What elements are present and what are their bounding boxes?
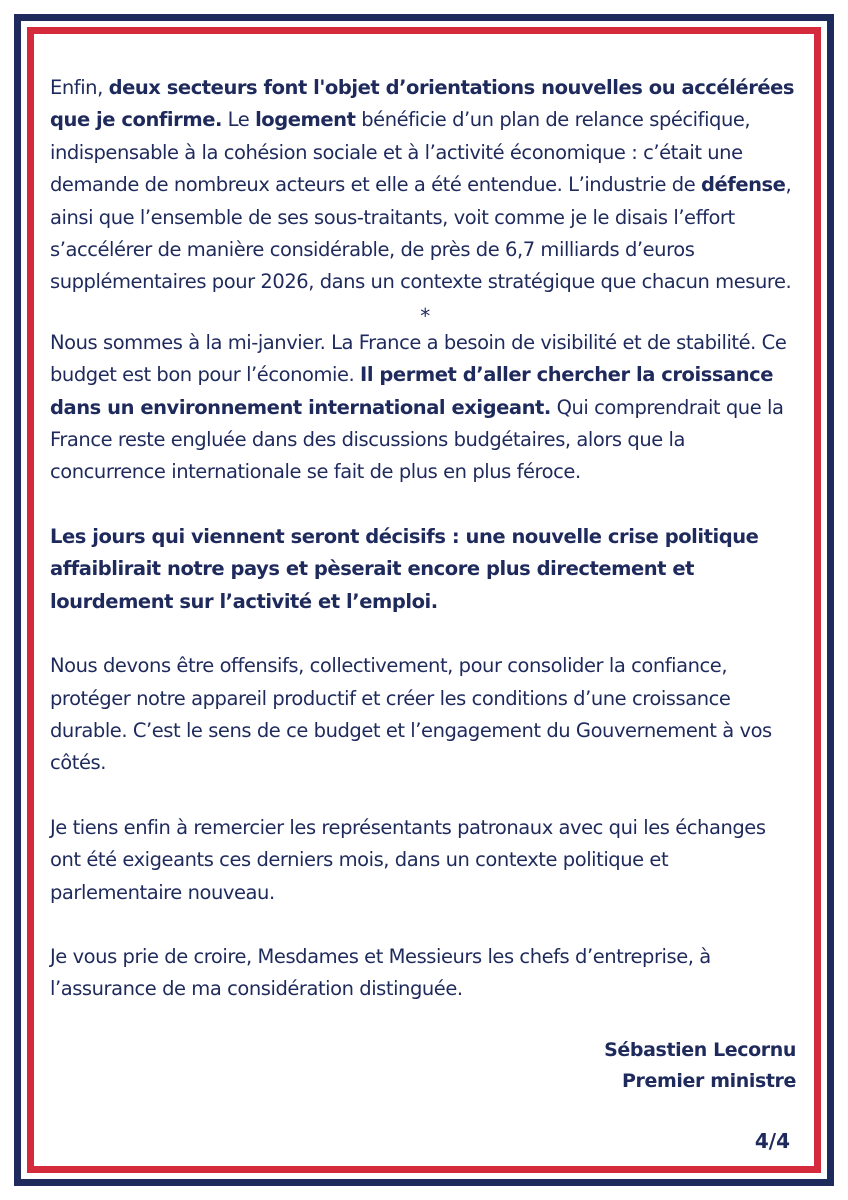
- page-number: 4/4: [754, 1129, 790, 1153]
- paragraph-stability: Nous sommes à la mi-janvier. La France a besoin de visibilité et de stabilité. Ce budget est bon pour l’économie. Il permet d’aller chercher la croissance dans un environnement international exigeant. Qui comprendrait que la France reste engluée dans des discussions budgétaires, alors que la concurrence internationale se fait de plus en plus féroce.: [50, 330, 787, 484]
- paragraph-thanks: Je tiens enfin à remercier les représentants patronaux avec qui les échanges ont été exigeants ces derniers mois, dans un contexte politique et parlementaire nouveau.: [50, 815, 766, 904]
- signature-title: Premier ministre: [622, 1070, 796, 1092]
- paragraph-sectors: Enfin, deux secteurs font l'objet d’orientations nouvelles ou accélérées que je confirme. Le logement bénéficie d’un plan de relance spécifique, indispensable à la cohésion sociale et à l’activité économique : c’était une demande de nombreux acteurs et elle a été entendue. L’industrie de défense, ainsi que l’ensemble de ses sous-traitants, voit comme je le disais l’effort s’accélérer de manière considérable, de près de 6,7 milliards d’euros supplémentaires pour 2026, dans un contexte stratégique que chacun mesure.: [50, 76, 795, 294]
- letter-body: [50, 72, 800, 1006]
- paragraph-offensive: Nous devons être offensifs, collectivement, pour consolider la confiance, protéger notre appareil productif et créer les conditions d’une croissance durable. C’est le sens de ce budget et l’engagement du Gouvernement à vos côtés.: [50, 654, 772, 775]
- paragraph-decisive-days: Les jours qui viennent seront décisifs : une nouvelle crise politique affaiblirait notre pays et pèserait encore plus directement et lourdement sur l’activité et l’emploi.: [50, 524, 759, 613]
- signature-name: Sébastien Lecornu: [604, 1039, 796, 1061]
- section-separator: *: [420, 303, 430, 328]
- signature-block: [604, 1035, 796, 1097]
- paragraph-closing: Je vous prie de croire, Mesdames et Messieurs les chefs d’entreprise, à l’assurance de ma considération distinguée.: [50, 944, 711, 1001]
